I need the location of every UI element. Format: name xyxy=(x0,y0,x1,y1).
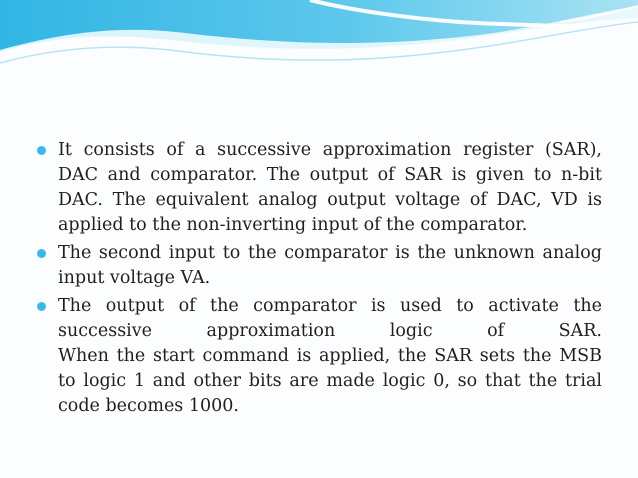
bullet-line: DAC and comparator. The output of SAR is given to n-bit xyxy=(58,165,602,185)
bullet-text xyxy=(58,138,602,238)
bullet-item xyxy=(37,294,602,419)
bullet-line: applied to the non-inverting input of the comparator. xyxy=(58,215,528,235)
bullet-line: successive approximation logic of SAR. xyxy=(58,321,602,341)
bullet-marker xyxy=(37,249,46,258)
bullet-line: The second input to the comparator is the unknown analog xyxy=(58,243,602,263)
header-wave-decoration xyxy=(0,0,638,80)
bullet-item xyxy=(37,138,602,238)
bullet-line: It consists of a successive approximation register (SAR), xyxy=(58,140,602,160)
bullet-text xyxy=(58,241,602,291)
bullet-line: input voltage VA. xyxy=(58,268,211,288)
bullet-line: The output of the comparator is used to activate the xyxy=(58,296,602,316)
slide-body xyxy=(37,138,602,422)
bullet-line: code becomes 1000. xyxy=(58,396,239,416)
bullet-line: to logic 1 and other bits are made logic 0, so that the trial xyxy=(58,371,602,391)
bullet-marker xyxy=(37,146,46,155)
bullet-line: When the start command is applied, the SAR sets the MSB xyxy=(58,346,602,366)
bullet-item xyxy=(37,241,602,291)
bullet-marker xyxy=(37,302,46,311)
bullet-text xyxy=(58,294,602,419)
bullet-line: DAC. The equivalent analog output voltage of DAC, VD is xyxy=(58,190,602,210)
